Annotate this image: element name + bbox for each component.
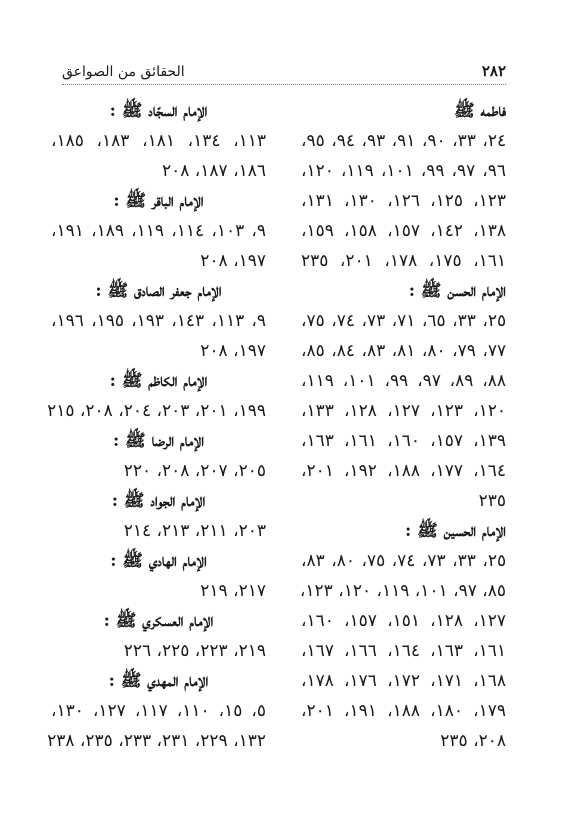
page-references: ٢٠٣، ٢١١، ٢١٣، ٢١٤ [123,521,266,541]
page-references: ١٧٩، ١٨٠، ١٨٨، ١٩١، ٢٠١، [301,701,507,721]
index-heading: الإمام الكاظم ﷺ : [109,371,208,391]
page-references: ١٦١، ١٧٥، ١٧٨، ٢٠١، ٢٣٥ [301,251,507,271]
index-column-left [47,96,267,756]
page-references: ٨٨، ٨٩، ٩٧، ٩٩، ١٠١، ١١٩، [301,371,507,391]
index-heading: الإمام الرضا ﷺ : [112,431,205,451]
page-references: ١٣٩، ١٥٧، ١٦٠، ١٦١، ١٦٣، [301,431,507,451]
page-references: ١٦٨، ١٧١، ١٧٢، ١٧٦، ١٧٨، [301,671,507,691]
page-references: ١٩٩، ٢٠١، ٢٠٣، ٢٠٤، ٢٠٨، ٢١٥ [47,401,266,421]
page-references: ٩٦، ٩٧، ٩٩، ١٠١، ١١٩، ١٢٠، [301,161,507,181]
page-references: ١٩٧، ٢٠٨ [200,251,266,271]
page-references: ١٢٣، ١٢٥، ١٢٦، ١٣٠، ١٣١، [301,191,507,211]
page-references: ٢٠٨، ٢٣٥ [440,731,506,751]
page-references: ١٩٧، ٢٠٨ [200,341,266,361]
page-references: ٧٧، ٧٩، ٨٠، ٨١، ٨٣، ٨٤، ٨٥، [301,341,507,361]
page-number: ٢٨٢ [481,62,506,80]
page-references: ٢١٩، ٢٢٣، ٢٢٥، ٢٢٦ [123,641,266,661]
page-references: ١١٣، ١٣٤، ١٨١، ١٨٣، ١٨٥، [51,131,267,151]
index-heading: فاطمه ﷺ [454,101,506,121]
index-heading: الإمام الباقر ﷺ : [113,191,204,211]
page-references: ٨٥، ٩٧، ١٠١، ١١٩، ١٢٠، ١٢٣، [299,581,506,601]
page-references: ٢٣٥ [478,491,506,511]
page-header [62,62,506,85]
page-references: ١٣٨، ١٤٢، ١٥٧، ١٥٨، ١٥٩، [301,221,507,241]
index-heading: الإمام المهدي ﷺ : [108,671,209,691]
page-references: ١٦١، ١٦٣، ١٦٤، ١٦٦، ١٦٧، [301,641,507,661]
index-heading: الإمام الهادي ﷺ : [110,551,207,571]
page-references: ٥، ١٥، ١١٠، ١١٧، ١٢٧، ١٣٠، [51,701,267,721]
index-heading: الإمام العسكري ﷺ : [103,611,214,631]
page-references: ١٢٠، ١٢٣، ١٢٧، ١٢٨، ١٣٣، [301,401,507,421]
page-references: ١٣٢، ٢٢٩، ٢٣١، ٢٣٣، ٢٣٥، ٢٣٨ [47,731,266,751]
page-references: ٢٠٥، ٢٠٧، ٢٠٨، ٢٢٠ [123,461,266,481]
page-references: ٩، ١٠٣، ١١٤، ١١٩، ١٨٩، ١٩١، [51,221,267,241]
index-heading: الإمام الحسين ﷺ : [405,521,506,541]
index-heading: الإمام السجّاد ﷺ : [109,101,208,121]
index-heading: الإمام الحسن ﷺ : [408,281,506,301]
index-heading: الإمام الجواد ﷺ : [111,491,206,511]
page-references: ٢٥، ٣٣، ٧٣، ٧٤، ٧٥، ٨٠، ٨٣، [301,551,507,571]
running-title: الحقائق من الصواعق [62,64,185,80]
index-heading: الإمام جعفر الصادق ﷺ : [95,281,222,301]
index-column-right [301,96,506,756]
page-references: ٢٤، ٣٣، ٩٠، ٩١، ٩٣، ٩٤، ٩٥، [301,131,507,151]
page-references: ١٦٤، ١٧٧، ١٨٨، ١٩٢، ٢٠١، [301,461,507,481]
page-references: ٩، ١١٣، ١٤٣، ١٩٣، ١٩٥، ١٩٦، [51,311,267,331]
page-references: ١٢٧، ١٢٨، ١٥١، ١٥٧، ١٦٠، [301,611,507,631]
page-references: ١٨٦، ١٨٧، ٢٠٨ [162,161,266,181]
page-references: ٢١٧، ٢١٩ [200,581,266,601]
page-references: ٢٥، ٣٣، ٦٥، ٧١، ٧٣، ٧٤، ٧٥، [301,311,507,331]
